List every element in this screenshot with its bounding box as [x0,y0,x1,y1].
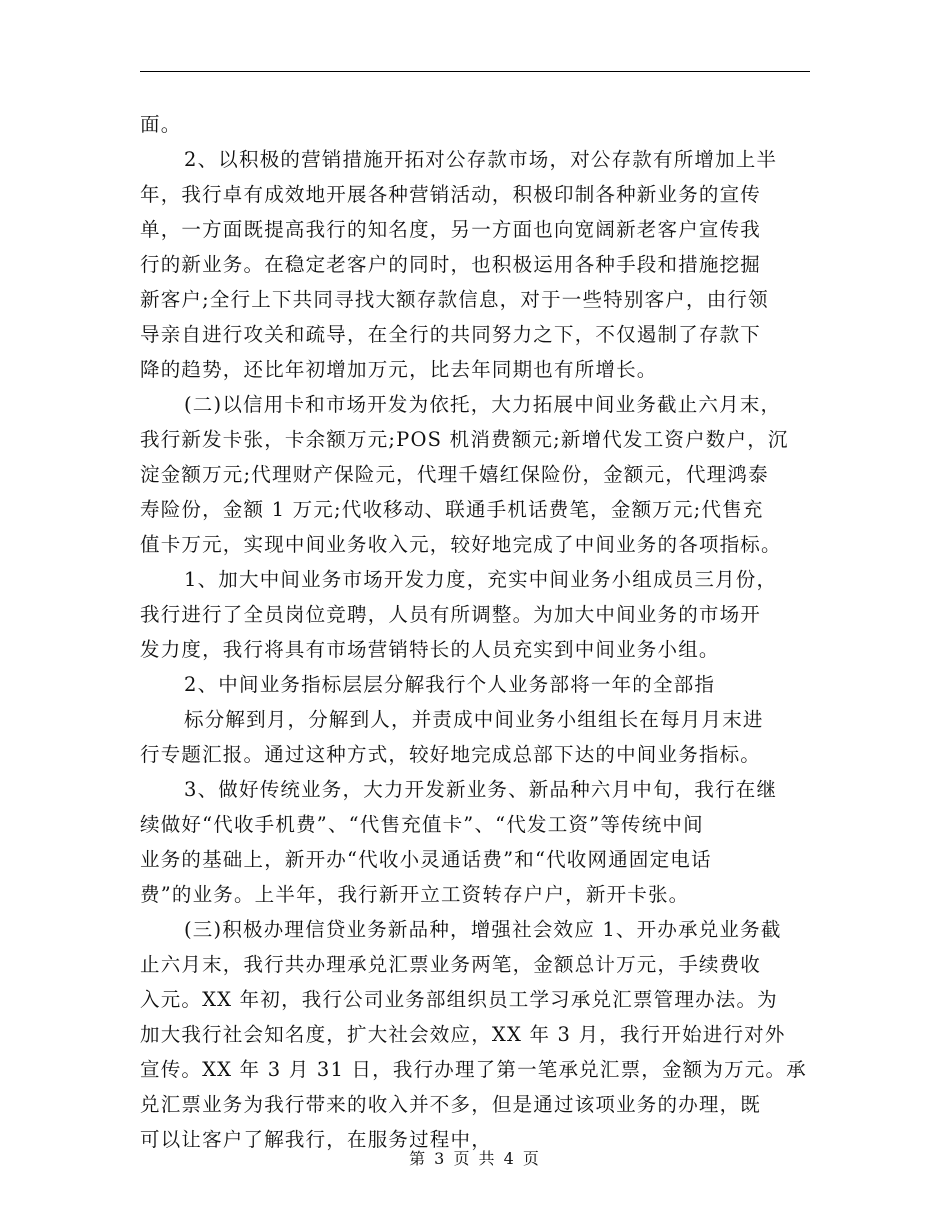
text-line: 2、中间业务指标层层分解我行个人业务部将一年的全部指 [184,673,716,696]
text-line: 费”的业务。上半年，我行新开立工资转存户户，新开卡张。 [140,883,690,906]
text-line: 1、加大中间业务市场开发力度，充实中间业务小组成员三月份， [184,568,778,591]
text-line: 续做好“代收手机费”、“代售充值卡”、“代发工资”等传统中间 [140,813,704,836]
text-line: 我行新发卡张，卡余额万元;POS 机消费额元;新增代发工资户数户，沉 [140,428,789,451]
text-line: 2、以积极的营销措施开拓对公存款市场，对公存款有所增加上半 [184,148,778,171]
text-line: (二)以信用卡和市场开发为依托，大力拓展中间业务截止六月末， [184,393,782,416]
text-line: 可以让客户了解我行，在服务过程中， [140,1128,492,1151]
text-line: (三)积极办理信贷业务新品种，增强社会效应 1、开办承兑业务截 [184,918,782,941]
text-line: 淀金额万元;代理财产保险元，代理千嬉红保险份，金额元，代理鸿泰 [140,463,769,486]
text-line: 兑汇票业务为我行带来的收入并不多，但是通过该项业务的办理，既 [140,1093,762,1116]
text-line: 业务的基础上，新开办“代收小灵通话费”和“代收网通固定电话 [140,848,712,871]
text-line: 值卡万元，实现中间业务收入元，较好地完成了中间业务的各项指标。 [140,533,782,556]
text-line: 行的新业务。在稳定老客户的同时，也积极运用各种手段和措施挖掘 [140,253,762,276]
text-line: 降的趋势，还比年初增加万元，比去年同期也有所增长。 [140,358,658,381]
text-line: 面。 [140,113,182,136]
header-rule [140,71,810,72]
text-line: 行专题汇报。通过这种方式，较好地完成总部下达的中间业务指标。 [140,743,762,766]
text-line: 单，一方面既提高我行的知名度，另一方面也向宽阔新老客户宣传我 [140,218,762,241]
text-line: 导亲自进行攻关和疏导，在全行的共同努力之下，不仅遏制了存款下 [140,323,762,346]
text-line: 止六月末，我行共办理承兑汇票业务两笔，金额总计万元，手续费收 [140,953,762,976]
text-line: 我行进行了全员岗位竞聘，人员有所调整。为加大中间业务的市场开 [140,603,762,626]
text-line: 发力度，我行将具有市场营销特长的人员充实到中间业务小组。 [140,638,720,661]
text-line: 寿险份，金额 1 万元;代收移动、联通手机话费笔，金额万元;代售充 [140,498,764,521]
text-line: 年，我行卓有成效地开展各种营销活动，积极印制各种新业务的宣传 [140,183,762,206]
page-number: 第 3 页 共 4 页 [409,1149,541,1168]
text-line: 3、做好传统业务，大力开发新业务、新品种六月中旬，我行在继 [184,778,778,801]
text-line: 新客户;全行上下共同寻找大额存款信息，对于一些特别客户，由行领 [140,288,769,311]
text-line: 标分解到月，分解到人，并责成中间业务小组组长在每月月末进 [184,708,764,731]
text-line: 宣传。XX 年 3 月 31 日，我行办理了第一笔承兑汇票，金额为万元。承 [140,1058,807,1081]
text-line: 入元。XX 年初，我行公司业务部组织员工学习承兑汇票管理办法。为 [140,988,778,1011]
text-line: 加大我行社会知名度，扩大社会效应，XX 年 3 月，我行开始进行对外 [140,1023,786,1046]
